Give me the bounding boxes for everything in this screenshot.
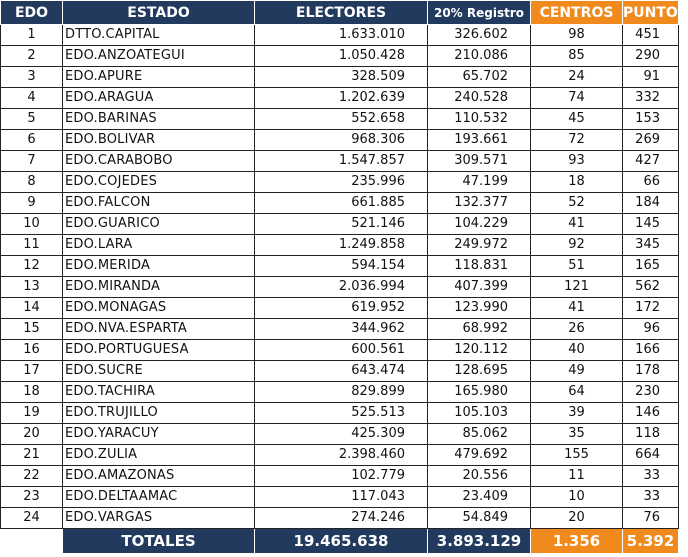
table-row (1, 235, 679, 256)
cell-centros: 41 (531, 298, 623, 319)
cell-estado: EDO.FALCON (63, 193, 255, 214)
table-row (1, 214, 679, 235)
cell-puntos: 153 (623, 109, 679, 130)
cell-registro: 407.399 (428, 277, 531, 298)
cell-registro: 20.556 (428, 466, 531, 487)
cell-electores: 619.952 (255, 298, 428, 319)
cell-estado: EDO.ANZOATEGUI (63, 46, 255, 67)
cell-centros: 51 (531, 256, 623, 277)
header-row (1, 1, 679, 25)
cell-edo: 8 (1, 172, 63, 193)
cell-estado: EDO.ZULIA (63, 445, 255, 466)
cell-estado: EDO.AMAZONAS (63, 466, 255, 487)
cell-puntos: 76 (623, 508, 679, 529)
cell-edo: 11 (1, 235, 63, 256)
cell-edo: 12 (1, 256, 63, 277)
cell-centros: 49 (531, 361, 623, 382)
cell-electores: 1.249.858 (255, 235, 428, 256)
cell-edo: 2 (1, 46, 63, 67)
cell-edo: 7 (1, 151, 63, 172)
cell-centros: 10 (531, 487, 623, 508)
table-row (1, 172, 679, 193)
cell-centros: 41 (531, 214, 623, 235)
cell-edo: 17 (1, 361, 63, 382)
cell-edo: 10 (1, 214, 63, 235)
table-row (1, 487, 679, 508)
cell-centros: 98 (531, 25, 623, 46)
cell-electores: 2.036.994 (255, 277, 428, 298)
cell-electores: 1.050.428 (255, 46, 428, 67)
cell-centros: 64 (531, 382, 623, 403)
cell-puntos: 427 (623, 151, 679, 172)
cell-estado: EDO.BARINAS (63, 109, 255, 130)
cell-estado: EDO.MERIDA (63, 256, 255, 277)
table-row (1, 88, 679, 109)
totals-centros: 1.356 (531, 529, 623, 554)
cell-edo: 22 (1, 466, 63, 487)
table-row (1, 508, 679, 529)
cell-centros: 72 (531, 130, 623, 151)
cell-registro: 165.980 (428, 382, 531, 403)
cell-registro: 68.992 (428, 319, 531, 340)
cell-electores: 2.398.460 (255, 445, 428, 466)
cell-registro: 479.692 (428, 445, 531, 466)
cell-registro: 240.528 (428, 88, 531, 109)
cell-estado: EDO.TRUJILLO (63, 403, 255, 424)
table-row (1, 46, 679, 67)
cell-puntos: 172 (623, 298, 679, 319)
cell-puntos: 33 (623, 466, 679, 487)
cell-estado: EDO.MIRANDA (63, 277, 255, 298)
cell-estado: DTTO.CAPITAL (63, 25, 255, 46)
cell-registro: 128.695 (428, 361, 531, 382)
cell-estado: EDO.TACHIRA (63, 382, 255, 403)
cell-registro: 104.229 (428, 214, 531, 235)
table-row (1, 424, 679, 445)
header-estado: ESTADO (63, 1, 255, 25)
cell-electores: 600.561 (255, 340, 428, 361)
cell-electores: 102.779 (255, 466, 428, 487)
cell-estado: EDO.MONAGAS (63, 298, 255, 319)
table-row (1, 403, 679, 424)
cell-estado: EDO.BOLIVAR (63, 130, 255, 151)
cell-centros: 52 (531, 193, 623, 214)
cell-puntos: 345 (623, 235, 679, 256)
cell-edo: 18 (1, 382, 63, 403)
cell-edo: 20 (1, 424, 63, 445)
totals-electores: 19.465.638 (255, 529, 428, 554)
cell-edo: 4 (1, 88, 63, 109)
cell-centros: 24 (531, 67, 623, 88)
cell-registro: 65.702 (428, 67, 531, 88)
cell-puntos: 332 (623, 88, 679, 109)
table-body (1, 25, 679, 529)
cell-centros: 85 (531, 46, 623, 67)
cell-electores: 328.509 (255, 67, 428, 88)
cell-estado: EDO.DELTAAMAC (63, 487, 255, 508)
cell-centros: 20 (531, 508, 623, 529)
cell-edo: 16 (1, 340, 63, 361)
header-registro: 20% Registro (428, 1, 531, 25)
table-footer (1, 529, 679, 554)
cell-electores: 661.885 (255, 193, 428, 214)
cell-centros: 35 (531, 424, 623, 445)
cell-registro: 118.831 (428, 256, 531, 277)
totals-spacer (1, 529, 63, 554)
cell-centros: 92 (531, 235, 623, 256)
cell-estado: EDO.CARABOBO (63, 151, 255, 172)
totals-label: TOTALES (63, 529, 255, 554)
cell-puntos: 664 (623, 445, 679, 466)
cell-estado: EDO.ARAGUA (63, 88, 255, 109)
cell-estado: EDO.YARACUY (63, 424, 255, 445)
cell-puntos: 269 (623, 130, 679, 151)
cell-electores: 117.043 (255, 487, 428, 508)
cell-registro: 47.199 (428, 172, 531, 193)
cell-puntos: 451 (623, 25, 679, 46)
table-row (1, 277, 679, 298)
cell-edo: 23 (1, 487, 63, 508)
table-row (1, 130, 679, 151)
table-row (1, 445, 679, 466)
cell-electores: 552.658 (255, 109, 428, 130)
cell-registro: 120.112 (428, 340, 531, 361)
cell-registro: 54.849 (428, 508, 531, 529)
cell-centros: 121 (531, 277, 623, 298)
cell-centros: 93 (531, 151, 623, 172)
cell-puntos: 178 (623, 361, 679, 382)
cell-electores: 1.202.639 (255, 88, 428, 109)
cell-edo: 14 (1, 298, 63, 319)
cell-registro: 309.571 (428, 151, 531, 172)
cell-estado: EDO.NVA.ESPARTA (63, 319, 255, 340)
cell-electores: 425.309 (255, 424, 428, 445)
cell-registro: 123.990 (428, 298, 531, 319)
table-row (1, 67, 679, 88)
cell-registro: 110.532 (428, 109, 531, 130)
cell-centros: 155 (531, 445, 623, 466)
cell-electores: 1.547.857 (255, 151, 428, 172)
cell-registro: 23.409 (428, 487, 531, 508)
table-row (1, 193, 679, 214)
cell-edo: 1 (1, 25, 63, 46)
cell-registro: 132.377 (428, 193, 531, 214)
table-row (1, 298, 679, 319)
cell-estado: EDO.SUCRE (63, 361, 255, 382)
cell-electores: 521.146 (255, 214, 428, 235)
cell-registro: 249.972 (428, 235, 531, 256)
cell-centros: 45 (531, 109, 623, 130)
table-row (1, 151, 679, 172)
cell-puntos: 33 (623, 487, 679, 508)
cell-edo: 5 (1, 109, 63, 130)
cell-electores: 235.996 (255, 172, 428, 193)
header-edo: EDO (1, 1, 63, 25)
cell-centros: 74 (531, 88, 623, 109)
cell-puntos: 562 (623, 277, 679, 298)
cell-centros: 40 (531, 340, 623, 361)
totals-registro: 3.893.129 (428, 529, 531, 554)
cell-electores: 344.962 (255, 319, 428, 340)
cell-estado: EDO.COJEDES (63, 172, 255, 193)
cell-registro: 193.661 (428, 130, 531, 151)
cell-edo: 24 (1, 508, 63, 529)
table-row (1, 319, 679, 340)
cell-puntos: 145 (623, 214, 679, 235)
cell-electores: 1.633.010 (255, 25, 428, 46)
table-row (1, 109, 679, 130)
cell-estado: EDO.PORTUGUESA (63, 340, 255, 361)
cell-puntos: 290 (623, 46, 679, 67)
cell-puntos: 230 (623, 382, 679, 403)
cell-puntos: 165 (623, 256, 679, 277)
cell-puntos: 146 (623, 403, 679, 424)
cell-registro: 210.086 (428, 46, 531, 67)
table-row (1, 382, 679, 403)
cell-edo: 15 (1, 319, 63, 340)
cell-electores: 643.474 (255, 361, 428, 382)
table-row (1, 256, 679, 277)
cell-puntos: 118 (623, 424, 679, 445)
cell-puntos: 96 (623, 319, 679, 340)
table-row (1, 25, 679, 46)
cell-centros: 26 (531, 319, 623, 340)
header-centros: CENTROS (531, 1, 623, 25)
table-row (1, 466, 679, 487)
cell-registro: 105.103 (428, 403, 531, 424)
totals-puntos: 5.392 (623, 529, 679, 554)
cell-edo: 21 (1, 445, 63, 466)
cell-edo: 3 (1, 67, 63, 88)
cell-edo: 19 (1, 403, 63, 424)
cell-puntos: 66 (623, 172, 679, 193)
cell-centros: 11 (531, 466, 623, 487)
cell-electores: 274.246 (255, 508, 428, 529)
cell-registro: 85.062 (428, 424, 531, 445)
table-header (1, 1, 688, 25)
table-row (1, 361, 679, 382)
cell-edo: 9 (1, 193, 63, 214)
cell-registro: 326.602 (428, 25, 531, 46)
cell-estado: EDO.VARGAS (63, 508, 255, 529)
cell-electores: 525.513 (255, 403, 428, 424)
cell-edo: 6 (1, 130, 63, 151)
cell-puntos: 91 (623, 67, 679, 88)
header-electores: ELECTORES (255, 1, 428, 25)
cell-estado: EDO.GUARICO (63, 214, 255, 235)
cell-electores: 594.154 (255, 256, 428, 277)
cell-estado: EDO.LARA (63, 235, 255, 256)
cell-edo: 13 (1, 277, 63, 298)
cell-puntos: 166 (623, 340, 679, 361)
cell-puntos: 184 (623, 193, 679, 214)
cell-centros: 39 (531, 403, 623, 424)
cell-electores: 968.306 (255, 130, 428, 151)
totals-row (1, 529, 679, 554)
cell-electores: 829.899 (255, 382, 428, 403)
cell-centros: 18 (531, 172, 623, 193)
header-puntos: PUNTOS (623, 1, 679, 25)
table-row (1, 340, 679, 361)
cell-estado: EDO.APURE (63, 67, 255, 88)
